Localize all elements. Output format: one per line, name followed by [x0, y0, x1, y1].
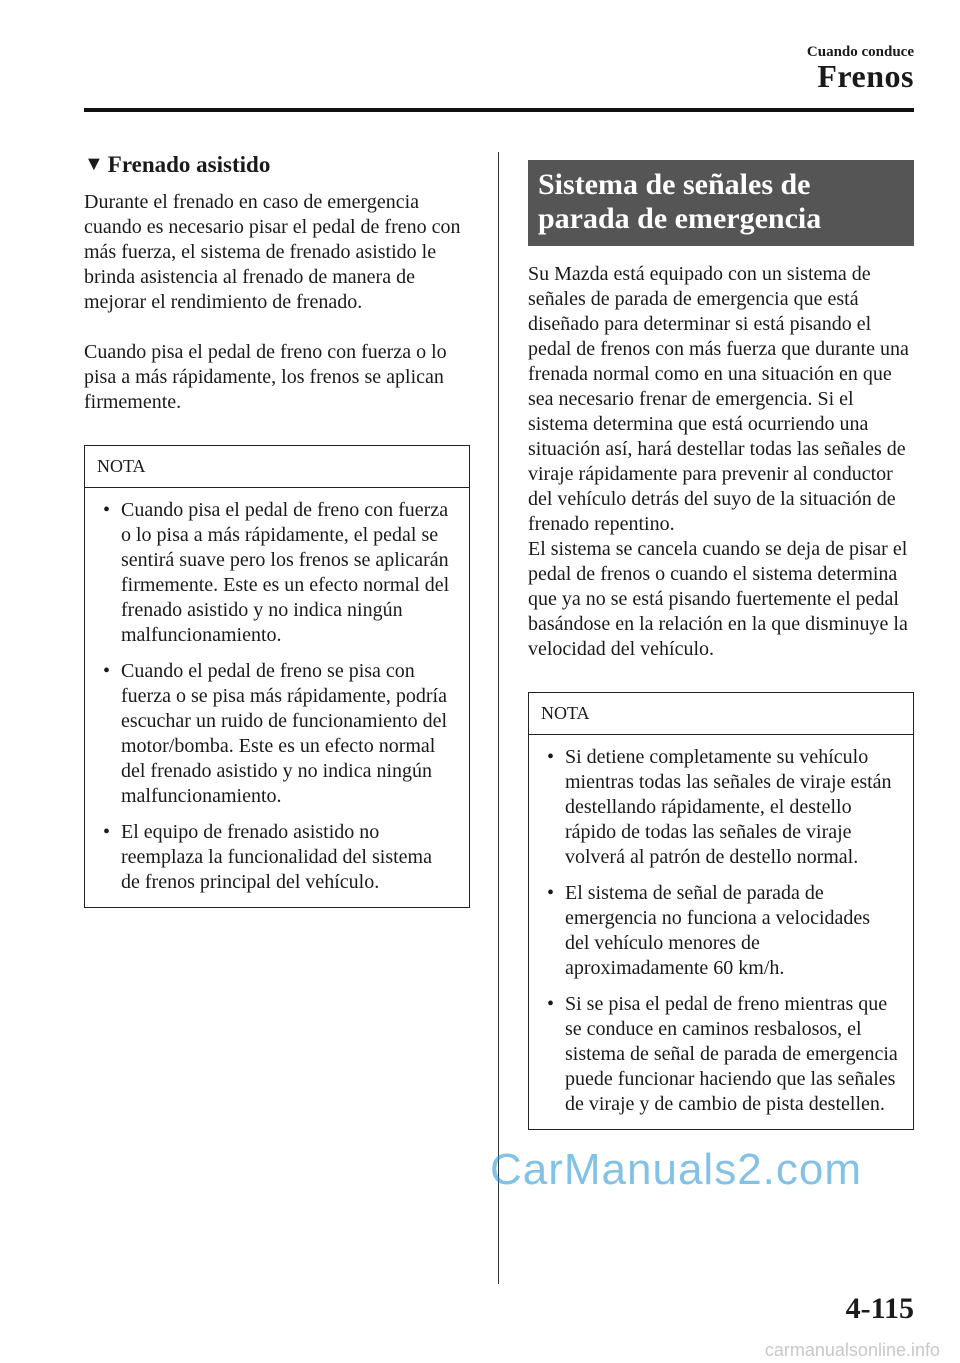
- note-box: [84, 445, 470, 908]
- note-label: NOTA: [85, 446, 469, 488]
- note-item: • El equipo de frenado asistido no reemplaza la funcionalidad del sistema de frenos principal del vehículo.: [103, 821, 432, 893]
- paragraph: Su Mazda está equipado con un sistema de señales de parada de emergencia que está diseñado para determinar si está pisando el pedal de frenos con más fuerza que durante una frenada normal como en una situación en que sea necesario frenar de emergencia. Si el sistema determina que está ocurriendo una situación así, hará destellar todas las señales de viraje rápidamente para prevenir al conductor del vehículo detrás del suyo de la situación de frenado repentino.: [528, 263, 909, 535]
- page-title: Frenos: [817, 58, 914, 94]
- note-box: [528, 692, 914, 1130]
- paragraph: Durante el frenado en caso de emergencia cuando es necesario pisar el pedal de freno con más fuerza, el sistema de frenado asistido le brinda asistencia al frenado de manera de mejorar el rendimiento de frenado.: [84, 191, 461, 313]
- section-heading-text: Frenado asistido: [107, 152, 271, 177]
- bullet-icon: •: [103, 499, 111, 521]
- bullet-icon: •: [547, 746, 555, 768]
- section-label: Cuando conduce: [806, 44, 914, 60]
- bullet-icon: •: [547, 993, 555, 1015]
- note-label: NOTA: [529, 693, 913, 735]
- column-divider: [498, 152, 499, 1284]
- note-item: • Si detiene completamente su vehículo mientras todas las señales de viraje están destellando rápidamente, el destello rápido de todas las señales de viraje volverá al patrón de destello normal.: [547, 746, 892, 868]
- paragraph: Cuando pisa el pedal de freno con fuerza o lo pisa a más rápidamente, los frenos se aplican firmemente.: [84, 341, 447, 413]
- paragraph: El sistema se cancela cuando se deja de pisar el pedal de frenos o cuando el sistema determina que ya no se está pisando fuertemente el pedal basándose en la relación en la que disminuye la velocidad del vehículo.: [528, 538, 908, 660]
- section-banner: Sistema de señales de parada de emergencia: [528, 160, 914, 246]
- note-item: • Si se pisa el pedal de freno mientras que se conduce en caminos resbalosos, el sistema de señal de parada de emergencia puede funcionar haciendo que las señales de viraje y de cambio de pista destellen.: [547, 993, 898, 1115]
- header-rule: [84, 108, 914, 112]
- bullet-icon: •: [547, 882, 555, 904]
- footer-watermark: carmanualsonline.info: [764, 1340, 940, 1360]
- note-item: • Cuando el pedal de freno se pisa con fuerza o se pisa más rápidamente, podría escuchar un ruido de funcionamiento del motor/bomba. Este es un efecto normal del frenado asistido y no indica ningún malfuncionamiento.: [103, 660, 447, 807]
- section-heading: [84, 152, 470, 178]
- bullet-icon: •: [103, 821, 111, 843]
- down-triangle-icon: ▼: [84, 152, 104, 175]
- page-number: 4-115: [845, 1292, 914, 1325]
- left-column: [84, 152, 470, 908]
- right-column: [528, 160, 914, 1130]
- bullet-icon: •: [103, 660, 111, 682]
- note-item: • Cuando pisa el pedal de freno con fuerza o lo pisa a más rápidamente, el pedal se sentirá suave pero los frenos se aplicarán firmemente. Este es un efecto normal del frenado asistido y no indica ningún malfuncionamiento.: [103, 499, 450, 646]
- watermark-overlay: CarManuals2.com: [490, 1145, 863, 1194]
- note-item: • El sistema de señal de parada de emergencia no funciona a velocidades del vehículo menores de aproximadamente 60 km/h.: [547, 882, 871, 979]
- note-list: [529, 735, 913, 1129]
- note-list: [85, 488, 469, 907]
